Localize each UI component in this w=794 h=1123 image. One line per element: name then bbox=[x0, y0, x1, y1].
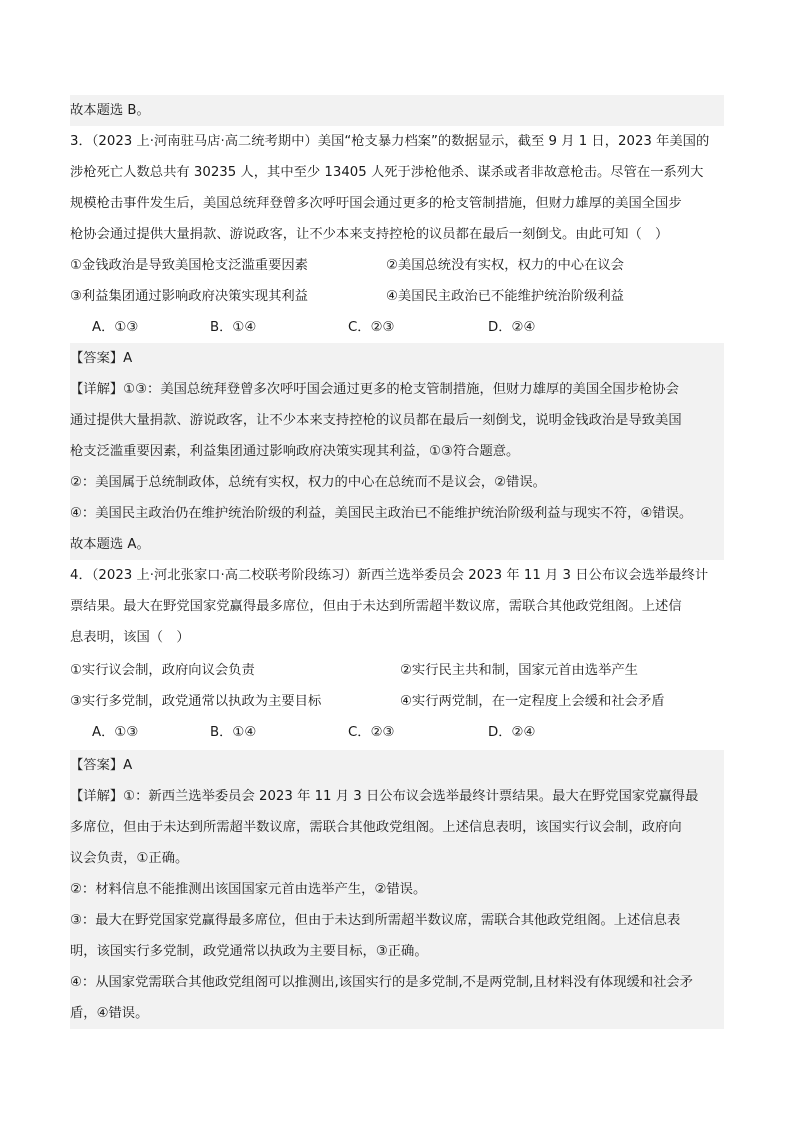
question-4-choices bbox=[70, 717, 724, 748]
choice-c: C．②③ bbox=[348, 725, 395, 740]
option-1: ①金钱政治是导致美国枪支泛滥重要因素 bbox=[70, 258, 308, 273]
detail-line: ②：美国属于总统制政体，总统有实权，权力的中心在总统而不是议会，②错误。 bbox=[70, 467, 724, 498]
question-3-choices bbox=[70, 312, 724, 343]
detail-line: ④：美国民主政治仍在维护统治阶级的利益，美国民主政治已不能维护统治阶级利益与现实不符，④错误。 bbox=[70, 498, 724, 529]
answer-label: 【答案】A bbox=[70, 750, 724, 781]
answer-label: 【答案】A bbox=[70, 343, 724, 374]
detail-line: 枪支泛滥重要因素，利益集团通过影响政府决策实现其利益，①③符合题意。 bbox=[70, 436, 724, 467]
choice-c: C．②③ bbox=[348, 320, 395, 335]
option-4: ④美国民主政治已不能维护统治阶级利益 bbox=[386, 289, 624, 304]
question-4-stem: 息表明，该国（ ） bbox=[70, 630, 190, 645]
detail-line: 故本题选 A。 bbox=[70, 529, 724, 560]
detail-line: 明，该国实行多党制，政党通常以执政为主要目标，③正确。 bbox=[70, 936, 724, 967]
detail-line: 议会负责，①正确。 bbox=[70, 843, 724, 874]
question-4-options-row bbox=[70, 686, 724, 717]
choice-a: A．①③ bbox=[92, 320, 139, 335]
choice-b: B．①④ bbox=[210, 320, 257, 335]
detail-line: ③：最大在野党国家党赢得最多席位，但由于未达到所需超半数议席，需联合其他政党组阁。上述信息表 bbox=[70, 905, 724, 936]
detail-line: 通过提供大量捐款、游说政客，让不少本来支持控枪的议员都在最后一刻倒戈，说明金钱政治是导致美国 bbox=[70, 405, 724, 436]
option-3: ③实行多党制，政党通常以执政为主要目标 bbox=[70, 694, 322, 709]
question-3-stem: 枪协会通过提供大量捐款、游说政客，让不少本来支持控枪的议员都在最后一刻倒戈。由此可知（ ） bbox=[70, 227, 669, 242]
choice-d: D．②④ bbox=[488, 320, 536, 335]
text-line: 故本题选 B。 bbox=[70, 95, 724, 126]
question-3-stem: 规模枪击事件发生后，美国总统拜登曾多次呼吁国会通过更多的枪支管制措施，但财力雄厚的美国全国步 bbox=[70, 196, 682, 211]
question-4-stem: 票结果。最大在野党国家党赢得最多席位，但由于未达到所需超半数议席，需联合其他政党组阁。上述信 bbox=[70, 599, 682, 614]
detail-line: 【详解】①：新西兰选举委员会 2023 年 11 月 3 日公布议会选举最终计票结果。最大在野党国家党赢得最 bbox=[70, 781, 724, 812]
choice-b: B．①④ bbox=[210, 725, 257, 740]
option-2: ②实行民主共和制，国家元首由选举产生 bbox=[400, 663, 638, 678]
detail-line: 多席位，但由于未达到所需超半数议席，需联合其他政党组阁。上述信息表明，该国实行议会制，政府向 bbox=[70, 812, 724, 843]
choice-a: A．①③ bbox=[92, 725, 139, 740]
detail-line: ②：材料信息不能推测出该国国家元首由选举产生，②错误。 bbox=[70, 874, 724, 905]
option-2: ②美国总统没有实权，权力的中心在议会 bbox=[386, 258, 624, 273]
detail-line: 盾，④错误。 bbox=[70, 998, 724, 1029]
question-3-stem: 涉枪死亡人数总共有 30235 人，其中至少 13405 人死于涉枪他杀、谋杀或者非故意枪击。尽管在一系列大 bbox=[70, 165, 704, 180]
detail-line: 【详解】①③：美国总统拜登曾多次呼吁国会通过更多的枪支管制措施，但财力雄厚的美国全国步枪协会 bbox=[70, 374, 724, 405]
question-4-stem: 4．（2023 上·河北张家口·高二校联考阶段练习）新西兰选举委员会 2023 年 11 月 3 日公布议会选举最终计 bbox=[70, 568, 709, 583]
question-4-options-row bbox=[70, 655, 724, 686]
question-3-options-row bbox=[70, 281, 724, 312]
option-3: ③利益集团通过影响政府决策实现其利益 bbox=[70, 289, 308, 304]
detail-line: ④：从国家党需联合其他政党组阁可以推测出,该国实行的是多党制,不是两党制,且材料没有体现缓和社会矛 bbox=[70, 967, 724, 998]
question-3-options-row bbox=[70, 250, 724, 281]
option-1: ①实行议会制，政府向议会负责 bbox=[70, 663, 255, 678]
option-4: ④实行两党制，在一定程度上会缓和社会矛盾 bbox=[400, 694, 665, 709]
choice-d: D．②④ bbox=[488, 725, 536, 740]
question-3-stem: 3．（2023 上·河南驻马店·高二统考期中）美国“枪支暴力档案”的数据显示，截至 9 月 1 日，2023 年美国的 bbox=[70, 134, 710, 149]
